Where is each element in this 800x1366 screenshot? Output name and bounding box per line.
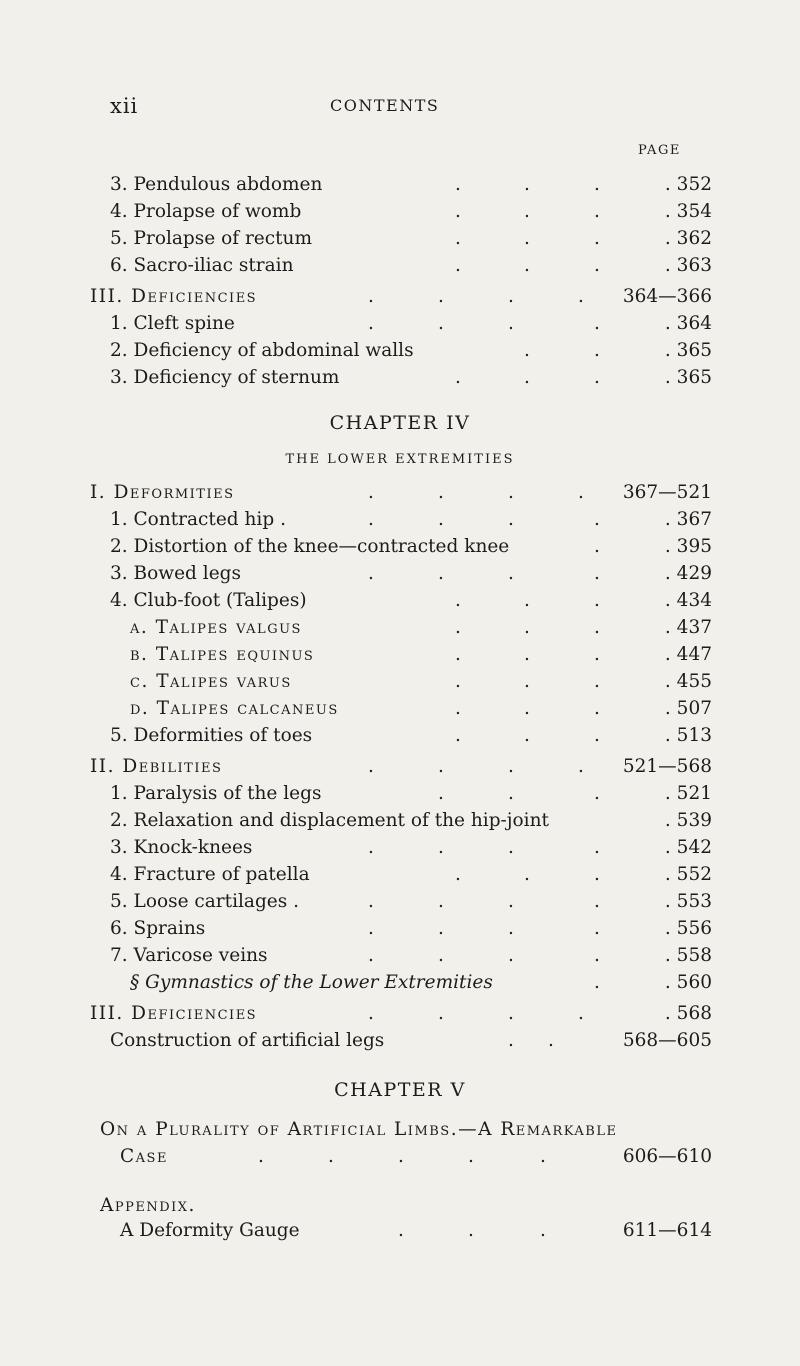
toc-entry: 5. Loose cartilages . . . . . . 553 (0, 889, 800, 919)
toc-section-page: 364—366 (622, 286, 712, 307)
toc-entry-page: . 352 (664, 174, 712, 195)
toc-entry-page: 568—605 (622, 1030, 712, 1051)
toc-entry: 1. Paralysis of the legs . . . . 521 (0, 781, 800, 811)
toc-entry-page: . 437 (664, 617, 712, 638)
toc-section-label: II. Debilities (90, 756, 223, 777)
toc-section-page: . 568 (664, 1003, 712, 1024)
toc-entry-label: Construction of artificial legs (110, 1030, 385, 1051)
toc-section-page: 367—521 (622, 482, 712, 503)
toc-entry-label: 3. Pendulous abdomen (110, 174, 323, 195)
running-title: CONTENTS (330, 96, 440, 115)
toc-entry-label: 7. Varicose veins (110, 945, 268, 966)
toc-entry (0, 808, 800, 838)
toc-entry: 4. Fracture of patella . . . . 552 (0, 862, 800, 892)
toc-entry: a. Talipes valgus . . . . 437 (0, 615, 800, 645)
toc-entry: 3. Bowed legs . . . . . 429 (0, 561, 800, 591)
toc-entry-label: a. Talipes valgus (130, 617, 302, 638)
toc-entry-page: . 362 (664, 228, 712, 249)
toc-entry-page: . 365 (664, 340, 712, 361)
toc-entry-label: c. Talipes varus (130, 671, 292, 692)
toc-section-page: 521—568 (622, 756, 712, 777)
appendix-label: Appendix. (100, 1195, 196, 1216)
toc-entry: 1. Contracted hip . . . . . . 367 (0, 507, 800, 537)
toc-entry-label: 2. Relaxation and displacement of the hip-joint (110, 810, 549, 831)
toc-section: III. Deficiencies . . . . 364—366 (0, 284, 800, 314)
toc-entry-page: . 539 (664, 810, 712, 831)
toc-entry: 2. Distortion of the knee—contracted knee . . 395 (0, 534, 800, 564)
toc-entry-label: 1. Paralysis of the legs (110, 783, 322, 804)
toc-entry-label: 5. Prolapse of rectum (110, 228, 312, 249)
toc-entry-label: 1. Contracted hip . (110, 509, 286, 530)
toc-entry-label: § Gymnastics of the Lower Extremities (130, 972, 493, 993)
toc-entry-label: On a Plurality of Artificial Limbs.—A Remarkable (100, 1119, 618, 1140)
toc-entry-page: . 552 (664, 864, 712, 885)
toc-entry: Construction of artificial legs . . 568—605 (0, 1028, 800, 1058)
toc-entry-label: 2. Deficiency of abdominal walls (110, 340, 414, 361)
toc-entry-page: 606—610 (622, 1146, 712, 1167)
toc-entry-label: Case (120, 1146, 168, 1167)
toc-entry: 5. Deformities of toes . . . . 513 (0, 723, 800, 753)
chapter-title: CHAPTER IV (329, 412, 471, 434)
toc-entry: Case . . . . . 606—610 (0, 1144, 800, 1174)
toc-entry: 7. Varicose veins . . . . . 558 (0, 943, 800, 973)
toc-entry: 3. Knock-knees . . . . . 542 (0, 835, 800, 865)
toc-entry-page: . 447 (664, 644, 712, 665)
toc-entry-page: . 434 (664, 590, 712, 611)
toc-entry-page: . 363 (664, 255, 712, 276)
toc-entry: 4. Prolapse of womb . . . . 354 (0, 199, 800, 229)
page-column-label: PAGE (638, 143, 681, 158)
toc-entry-page: . 455 (664, 671, 712, 692)
toc-entry: A Deformity Gauge . . . 611—614 (0, 1218, 800, 1248)
chapter-title: CHAPTER V (334, 1079, 466, 1101)
toc-entry-label: 1. Cleft spine (110, 313, 235, 334)
toc-entry-page: 611—614 (622, 1220, 712, 1241)
toc-entry-page: . 429 (664, 563, 712, 584)
toc-entry: 3. Pendulous abdomen . . . . 352 (0, 172, 800, 202)
toc-entry: 2. Deficiency of abdominal walls . . . 365 (0, 338, 800, 368)
toc-entry-page: . 365 (664, 367, 712, 388)
toc-entry: 6. Sprains . . . . . 556 (0, 916, 800, 946)
chapter-subtitle: THE LOWER EXTREMITIES (285, 452, 515, 467)
toc-section: I. Deformities . . . . 367—521 (0, 480, 800, 510)
toc-entry: 5. Prolapse of rectum . . . . 362 (0, 226, 800, 256)
toc-entry-label: 4. Prolapse of womb (110, 201, 302, 222)
toc-entry-label: 2. Distortion of the knee—contracted knee (110, 536, 510, 557)
toc-entry-page: . 367 (664, 509, 712, 530)
toc-entry-page: . 558 (664, 945, 712, 966)
toc-entry: 6. Sacro-iliac strain . . . . 363 (0, 253, 800, 283)
toc-entry-label: d. Talipes calcaneus (130, 698, 339, 719)
page-number: xii (110, 94, 139, 118)
toc-entry-page: . 560 (664, 972, 712, 993)
toc-entry: d. Talipes calcaneus . . . . 507 (0, 696, 800, 726)
toc-entry-label: 6. Sacro-iliac strain (110, 255, 294, 276)
toc-entry: 1. Cleft spine . . . . . 364 (0, 311, 800, 341)
toc-section-label: III. Deficiencies (90, 286, 258, 307)
toc-entry-label: 4. Fracture of patella (110, 864, 310, 885)
toc-entry: b. Talipes equinus . . . . 447 (0, 642, 800, 672)
toc-entry-page: . 556 (664, 918, 712, 939)
toc-entry-label: 3. Deficiency of sternum (110, 367, 340, 388)
toc-entry-label: 6. Sprains (110, 918, 206, 939)
toc-entry-label: 3. Bowed legs (110, 563, 241, 584)
toc-entry: 4. Club-foot (Talipes) . . . . 434 (0, 588, 800, 618)
toc-entry-label: A Deformity Gauge (120, 1220, 300, 1241)
toc-entry-page: . 513 (664, 725, 712, 746)
toc-entry-page: . 553 (664, 891, 712, 912)
toc-entry: § Gymnastics of the Lower Extremities . . 560 (0, 970, 800, 1000)
toc-section-label: III. Deficiencies (90, 1003, 258, 1024)
toc-entry-label: 5. Loose cartilages . (110, 891, 299, 912)
toc-entry: 3. Deficiency of sternum . . . . 365 (0, 365, 800, 395)
toc-entry-label: 5. Deformities of toes (110, 725, 313, 746)
running-header (0, 94, 800, 124)
toc-entry-page: . 507 (664, 698, 712, 719)
toc-entry-label: 4. Club-foot (Talipes) (110, 590, 307, 611)
toc-entry-page: . 395 (664, 536, 712, 557)
toc-entry-page: . 354 (664, 201, 712, 222)
toc-entry-label: b. Talipes equinus (130, 644, 315, 665)
toc-section: III. Deficiencies . . . . . 568 (0, 1001, 800, 1031)
toc-section: II. Debilities . . . . 521—568 (0, 754, 800, 784)
toc-entry-label: 3. Knock-knees (110, 837, 253, 858)
toc-entry: c. Talipes varus . . . . 455 (0, 669, 800, 699)
toc-entry-page: . 364 (664, 313, 712, 334)
toc-section-label: I. Deformities (90, 482, 235, 503)
toc-entry-page: . 542 (664, 837, 712, 858)
toc-entry-page: . 521 (664, 783, 712, 804)
